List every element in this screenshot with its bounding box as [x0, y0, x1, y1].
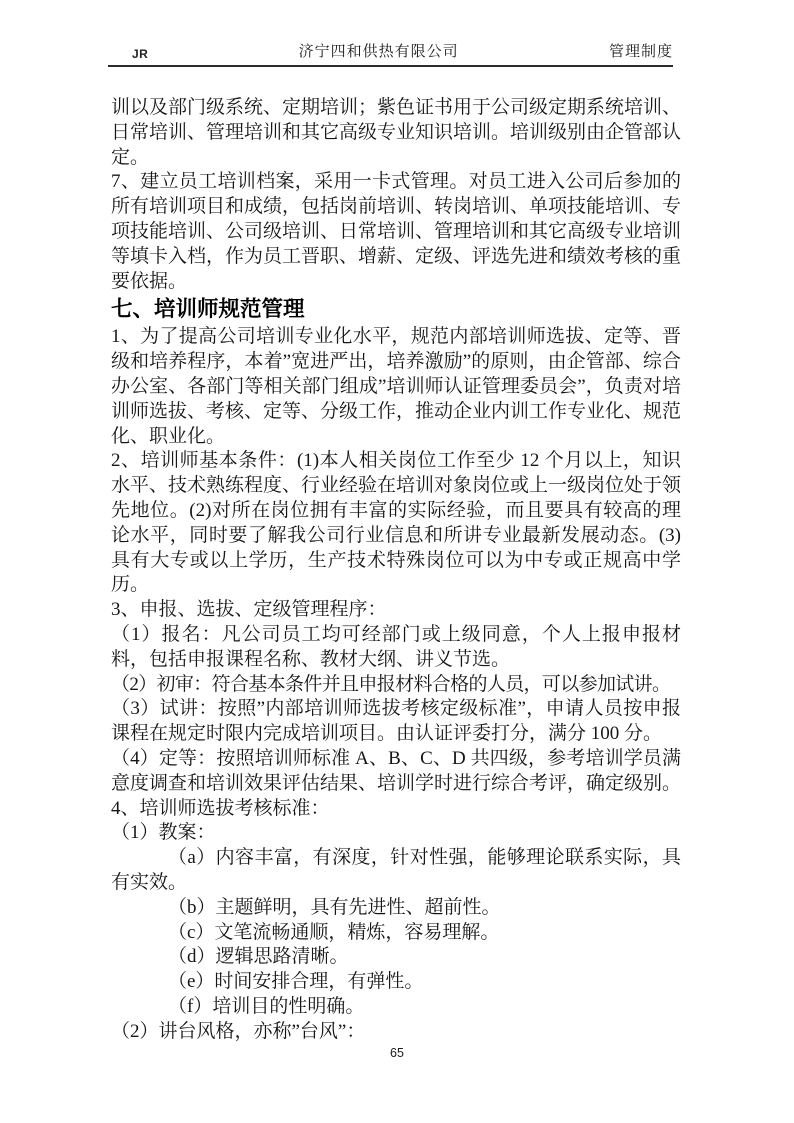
paragraph-purpose: 1、为了提高公司培训专业化水平，规范内部培训师选拔、定等、晋级和培养程序，本着”宽进严出，培养激励”的原则，由企管部、综合办公室、各部门等相关部门组成”培训师认证管理委员会”，负责对培训师选拔、考核、定等、分级工作，推动企业内训工作专业化、规范化、职业化。 [111, 326, 682, 447]
sub-item-d-logic: （d）逻辑思路清晰。 [168, 946, 349, 968]
sub-item-c-writing: （c）文笔流畅通顺，精炼，容易理解。 [168, 921, 500, 943]
page-footer [0, 1044, 794, 1062]
paragraph-certificate-levels: 训以及部门级系统、定期培训；紫色证书用于公司级定期系统培训、日常培训、管理培训和其它高级专业知识培训。培训级别由企管部认定。 [111, 97, 682, 168]
page-number: 65 [390, 1046, 404, 1060]
sub-item-e-timing: （e）时间安排合理，有弹性。 [168, 971, 424, 993]
paragraph-basic-requirements: 2、培训师基本条件：(1)本人相关岗位工作至少 12 个月以上，知识水平、技术熟练程度、行业经验在培训对象岗位或上一级岗位处于领先地位。(2)对所在岗位拥有丰富的实际经验，而且要具有较高的理论水平，同时要了解我公司行业信息和所讲专业最新发展动态。(3)具有大专或以上学历，生产技术特殊岗位可以为中专或正规高中学历。 [111, 450, 682, 596]
list-item-lesson-plan: （1）教案： [111, 822, 216, 844]
list-item-initial-review: （2）初审：符合基本条件并且申报材料合格的人员，可以参加试讲。 [111, 673, 671, 695]
header-logo-text: JR [132, 47, 149, 61]
list-item-stage-style: （2）讲台风格，亦称”台风”： [111, 1020, 366, 1042]
document-body [111, 96, 681, 1044]
header-company-name: 济宁四和供热有限公司 [298, 44, 459, 60]
list-item-grading: （4）定等：按照培训师标准 A、B、C、D 共四级，参考培训学员满意度调查和培训效果评估结果、培训学时进行综合考评，确定级别。 [111, 747, 682, 794]
sub-item-f-purpose: （f）培训目的性明确。 [168, 995, 365, 1017]
paragraph-procedure-title: 3、申报、选拔、定级管理程序： [111, 599, 387, 621]
sub-item-a-content: （a）内容丰富，有深度，针对性强，能够理论联系实际，具有实效。 [111, 847, 681, 893]
header-doc-type: 管理制度 [608, 44, 673, 60]
page-header [108, 40, 673, 67]
section-heading-trainer-management: 七、培训师规范管理 [111, 297, 305, 322]
sub-item-b-theme: （b）主题鲜明，具有先进性、超前性。 [168, 896, 501, 918]
list-item-registration: （1）报名：凡公司员工均可经部门或上级同意，个人上报申报材料，包括申报课程名称、教材大纲、讲义节选。 [111, 623, 681, 670]
paragraph-training-archive: 7、建立员工培训档案，采用一卡式管理。对员工进入公司后参加的所有培训项目和成绩，包括岗前培训、转岗培训、单项技能培训、专项技能培训、公司级培训、日常培训、管理培训和其它高级专业培训等填卡入档，作为员工晋职、增薪、定级、评选先进和绩效考核的重要依据。 [111, 171, 682, 292]
paragraph-assessment-standard-title: 4、培训师选拔考核标准： [111, 797, 330, 819]
list-item-trial-lecture: （3）试讲：按照”内部培训师选拔考核定级标准”，申请人员按申报课程在规定时限内完成培训项目。由认证评委打分，满分 100 分。 [111, 698, 681, 745]
